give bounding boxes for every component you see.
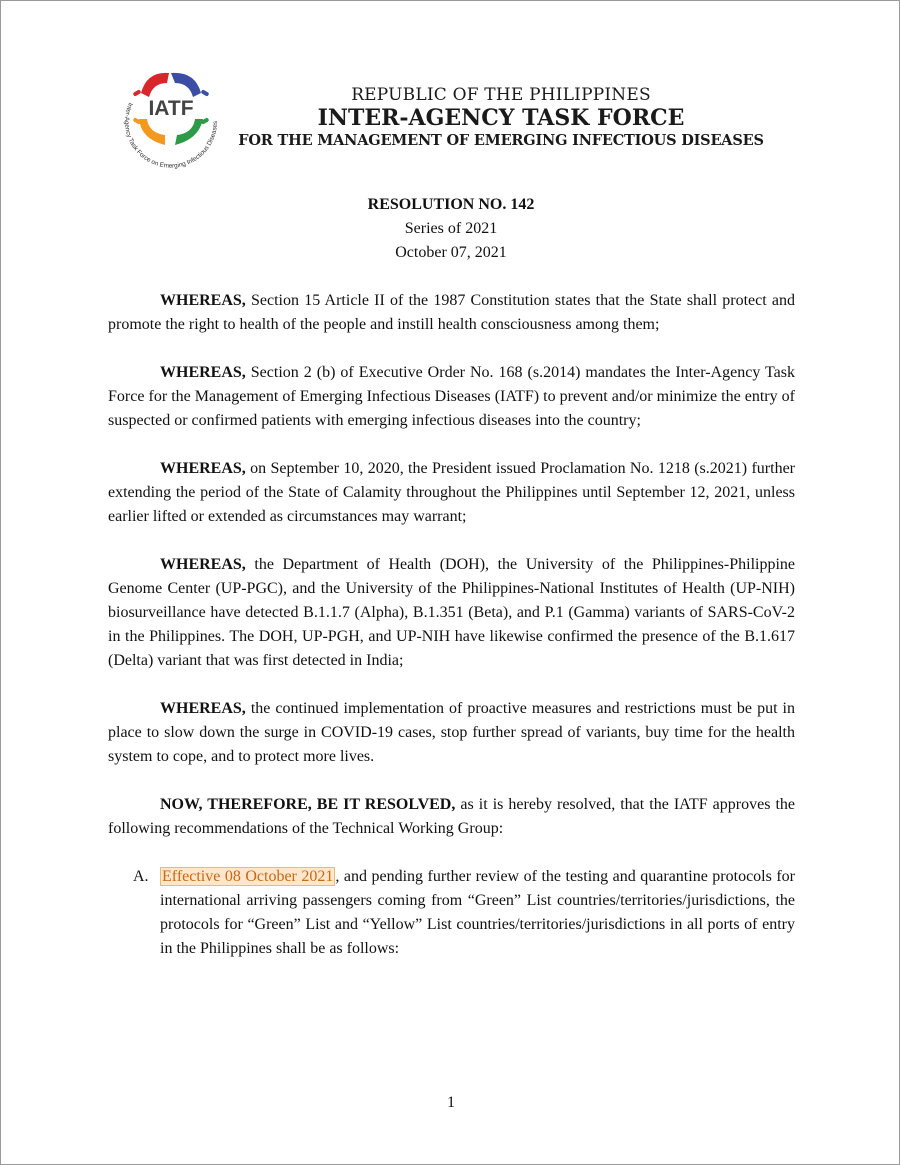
paragraph-text: on September 10, 2020, the President issued Proclamation No. 1218 (s.2021) further extending the period of the State of Calamity throughout the Philippines until September 12, 2021, unless earlier lifted or extended as circumstances may warrant; [108, 460, 795, 525]
page-number: 1 [447, 1094, 455, 1111]
whereas-paragraph-3 [108, 457, 795, 529]
letterhead [231, 85, 771, 150]
paragraph-text: Section 2 (b) of Executive Order No. 168 (s.2014) mandates the Inter-Agency Task Force for the Management of Emerging Infectious Diseases (IATF) to prevent and/or minimize the entry of suspected or confirmed patients with emerging infectious diseases into the country; [108, 364, 795, 429]
highlighted-effective-date[interactable]: Effective 08 October 2021 [162, 868, 334, 885]
paragraph-lead: NOW, THEREFORE, BE IT RESOLVED, [160, 796, 456, 813]
paragraph-lead: WHEREAS, [160, 364, 246, 381]
logo-ring-text: Inter-Agency Task Force on Emerging Infectious Diseases [122, 101, 220, 170]
paragraph-lead: WHEREAS, [160, 700, 246, 717]
letterhead-subtitle: FOR THE MANAGEMENT OF EMERGING INFECTIOUS DISEASES [238, 132, 764, 149]
whereas-paragraph-5 [108, 697, 795, 769]
list-item-text: , and pending further review of the testing and quarantine protocols for international arriving passengers coming from “Green” List countries/territories/jurisdictions, the protocols for “Green” List and “Yellow” List countries/territories/jurisdictions in all ports of entry in the Philippines shall be as follows: [160, 868, 796, 957]
recommendation-item-a [108, 865, 795, 961]
resolved-paragraph [108, 793, 795, 841]
paragraph-text: the Department of Health (DOH), the University of the Philippines-Philippine Genome Center (UP-PGC), and the University of the Philippines-National Institutes of Health (UP-NIH) biosurveillance have detected B.1.1.7 (Alpha), B.1.351 (Beta), and P.1 (Gamma) variants of SARS-CoV-2 in the Philippines. The DOH, UP-PGH, and UP-NIH have likewise confirmed the presence of the B.1.617 (Delta) variant that was first detected in India; [108, 556, 795, 669]
logo-text: IATF [148, 97, 194, 120]
paragraph-lead: WHEREAS, [160, 460, 246, 477]
list-marker: A. [133, 868, 149, 885]
letterhead-task-force: INTER-AGENCY TASK FORCE [317, 105, 685, 131]
paragraph-text: the continued implementation of proactive measures and restrictions must be put in place to slow down the surge in COVID-19 cases, stop further spread of variants, buy time for the health system to cope, and to protect more lives. [108, 700, 795, 765]
resolution-title-block [1, 193, 900, 265]
whereas-paragraph-4 [108, 553, 795, 673]
resolution-body [108, 289, 795, 961]
paragraph-lead: WHEREAS, [160, 556, 246, 573]
resolution-number: RESOLUTION NO. 142 [367, 196, 535, 213]
resolution-series: Series of 2021 [404, 220, 498, 237]
letterhead-republic: REPUBLIC OF THE PHILIPPINES [351, 85, 651, 105]
iatf-logo [111, 63, 229, 173]
whereas-paragraph-2 [108, 361, 795, 433]
paragraph-text: Section 15 Article II of the 1987 Constitution states that the State shall protect and promote the right to health of the people and instill health consciousness among them; [108, 292, 795, 333]
whereas-paragraph-1 [108, 289, 795, 337]
paragraph-text: as it is hereby resolved, that the IATF approves the following recommendations of the Technical Working Group: [108, 796, 796, 837]
paragraph-lead: WHEREAS, [160, 292, 246, 309]
resolution-date: October 07, 2021 [395, 244, 507, 261]
